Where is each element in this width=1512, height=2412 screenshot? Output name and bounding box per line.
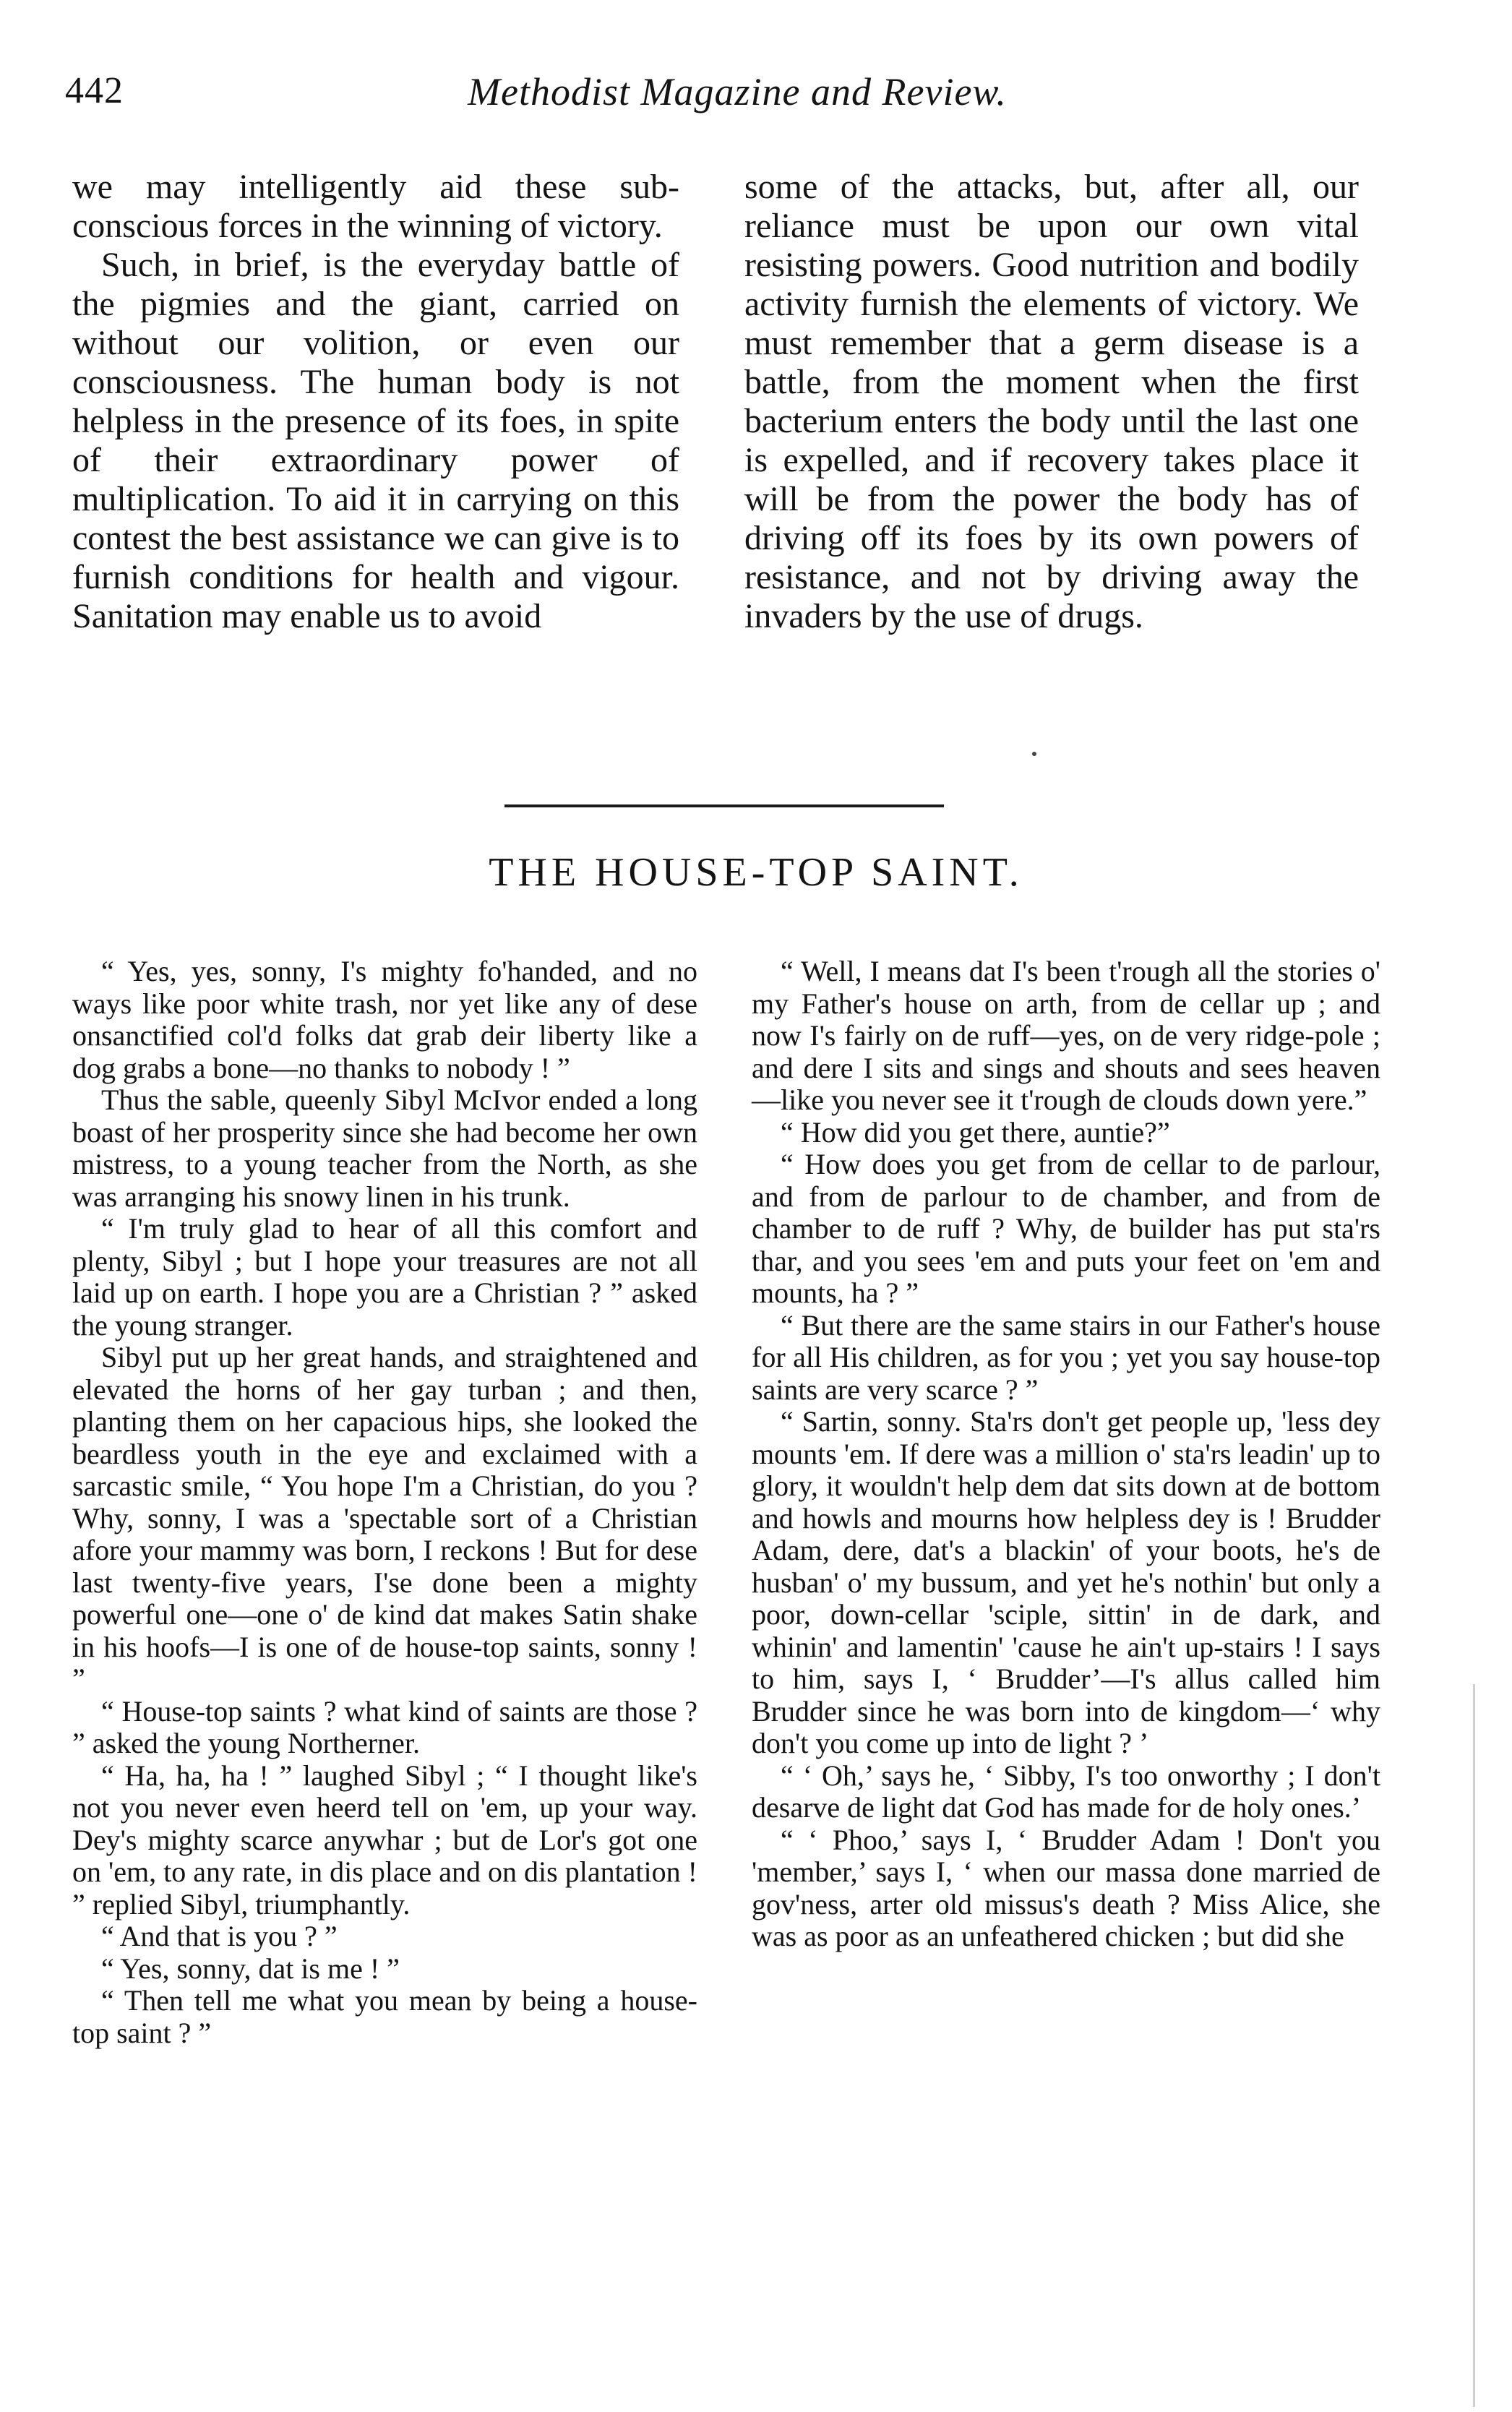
running-head [65, 69, 1409, 120]
paragraph: “ How did you get there, auntie?” [781, 1115, 1170, 1149]
paragraph: “ How does you get from de cellar to de parlour, and from de parlour to de chamber, and from de chamber to de ruff ? Why, de builder has put sta'rs thar, and you sees 'em and puts your feet on 'em and mounts, ha ? ” [752, 1148, 1380, 1309]
paragraph: “ ‘ Phoo,’ says I, ‘ Brudder Adam ! Don't you 'member,’ says I, ‘ when our massa done married de gov'ness, arter old missus's death ? Miss Alice, she was as poor as an unfeathered chicken ; but did she [752, 1823, 1380, 1952]
upper-left-column [72, 168, 679, 636]
paragraph: “ Sartin, sonny. Sta'rs don't get people up, 'less dey mounts 'em. If dere was a million o' sta'rs leadin' up to glory, it wouldn't help dem dat sits down at de bottom and howls and mourns how helpless dey is ! Brudder Adam, dere, dat's a blackin' of your boots, he's de husban' o' my bussum, and yet he's nothin' but only a poor, down-cellar 'sciple, sittin' in de dark, and whinin' and lamentin' 'cause he ain't up-stairs ! I says to him, says I, ‘ Brudder’—I's allus called him Brudder since he was born into de kingdom—‘ why don't you come up into de light ? ’ [752, 1405, 1380, 1759]
paragraph: Sibyl put up her great hands, and straightened and elevated the horns of her gay turban ; and then, planting them on her capacious hips, she looked the beardless youth in the eye and exclaimed with a sarcastic smile, “ You hope I'm a Christian, do you ? Why, sonny, I was a 'spectable sort of a Christian afore your mammy was born, I reckons ! But for dese last twenty-five years, I'se done been a mighty powerful one—one o' de kind dat makes Satin shake in his hoofs—I is one of de house-top saints, sonny ! ” [72, 1341, 697, 1695]
paragraph: “ ‘ Oh,’ says he, ‘ Sibby, I's too onworthy ; I don't desarve de light dat God has made for de holy ones.’ [752, 1759, 1380, 1824]
paragraph: “ Yes, yes, sonny, I's mighty fo'handed, and no ways like poor white trash, nor yet like any of dese onsanctified col'd folks dat grab deir liberty like a dog grabs a bone—no thanks to nobody ! ” [72, 955, 697, 1084]
paragraph: Such, in brief, is the everyday battle of the pigmies and the giant, carried on without our volition, or even our consciousness. The human body is not helpless in the presence of its foes, in spite of their extraordinary power of multiplication. To aid it in carrying on this contest the best assistance we can give is to furnish conditions for health and vigour. Sanitation may enable us to avoid [72, 246, 679, 635]
paragraph: some of the attacks, but, after all, our reliance must be upon our own vital resisting powers. Good nutrition and bodily activity furnish the elements of victory. We must remember that a germ disease is a battle, from the moment when the first bacterium enters the body until the last one is expelled, and if recovery takes place it will be from the power the body has of driving off its foes by its own powers of resistance, and not by driving away the invaders by the use of drugs. [744, 168, 1359, 635]
article-title: THE HOUSE-TOP SAINT. [489, 850, 1023, 895]
paragraph: “ I'm truly glad to hear of all this comfort and plenty, Sibyl ; but I hope your treasures are not all laid up on earth. I hope you are a Christian ? ” asked the young stranger. [72, 1212, 697, 1342]
paragraph: “ Yes, sonny, dat is me ! ” [101, 1952, 400, 1985]
upper-section [72, 168, 1359, 768]
paragraph: we may intelligently aid these sub-conscious forces in the winning of victory. [72, 168, 679, 245]
paragraph: “ And that is you ? ” [101, 1920, 338, 1952]
ink-speck [1032, 752, 1036, 756]
page-edge-shadow [1473, 1684, 1475, 2407]
paragraph: “ But there are the same stairs in our Father's house for all His children, as for you ; yet you say house-top saints are very scarce ? ” [752, 1308, 1380, 1406]
paragraph: Thus the sable, queenly Sibyl McIvor ended a long boast of her prosperity since she had become her own mistress, to a young teacher from the North, as she was arranging his snowy linen in his trunk. [72, 1083, 697, 1213]
paragraph: “ Ha, ha, ha ! ” laughed Sibyl ; “ I thought like's not you never even heerd tell on 'em, up your way. Dey's mighty scarce anywhar ; but de Lor's got one on 'em, to any rate, in dis place and on dis plantation ! ” replied Sibyl, triumphantly. [72, 1759, 697, 1920]
article-body [72, 956, 1380, 2387]
upper-right-column [744, 168, 1359, 636]
paragraph: “ Well, I means dat I's been t'rough all the stories o' my Father's house on arth, from de cellar up ; and now I's fairly on de ruff—yes, on de very ridge-pole ; and dere I sits and sings and shouts and sees heaven—like you never see it t'rough de clouds down yere.” [752, 955, 1380, 1116]
article-right-column [752, 956, 1380, 1953]
journal-title: Methodist Magazine and Review. [468, 70, 1007, 113]
article-left-column [72, 956, 697, 2049]
paragraph: “ Then tell me what you mean by being a house-top saint ? ” [72, 1984, 697, 2049]
paragraph: “ House-top saints ? what kind of saints are those ? ” asked the young Northerner. [72, 1694, 697, 1759]
section-divider [504, 804, 944, 807]
page-number: 442 [65, 70, 124, 111]
